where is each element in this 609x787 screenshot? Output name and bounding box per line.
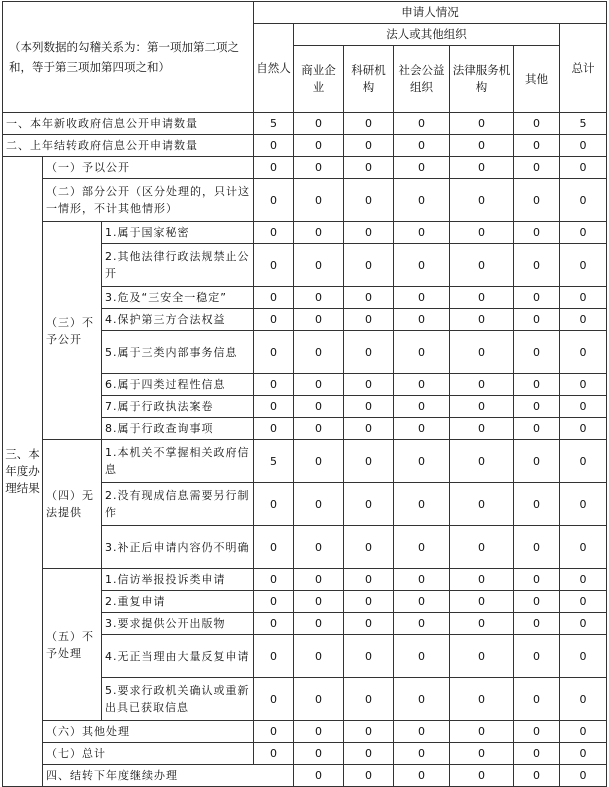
value-cell: 0 bbox=[254, 244, 294, 287]
value-cell: 0 bbox=[394, 569, 450, 591]
value-cell: 0 bbox=[560, 309, 607, 331]
value-cell: 0 bbox=[514, 765, 560, 787]
value-cell: 0 bbox=[560, 135, 607, 157]
item-label: 3.危及“三安全一稳定” bbox=[102, 287, 254, 309]
value-cell: 0 bbox=[254, 569, 294, 591]
value-cell: 0 bbox=[560, 635, 607, 678]
value-cell: 0 bbox=[560, 396, 607, 418]
value-cell: 0 bbox=[514, 635, 560, 678]
value-cell: 0 bbox=[450, 374, 514, 396]
value-cell: 0 bbox=[560, 569, 607, 591]
item-label: 7.属于行政执法案卷 bbox=[102, 396, 254, 418]
group-label: （三）不予公开 bbox=[43, 222, 102, 440]
value-cell: 0 bbox=[450, 569, 514, 591]
value-cell: 0 bbox=[294, 309, 344, 331]
value-cell: 0 bbox=[344, 309, 394, 331]
table-row bbox=[3, 440, 607, 483]
item-label: 6.属于四类过程性信息 bbox=[102, 374, 254, 396]
value-cell: 0 bbox=[254, 157, 294, 179]
value-cell: 0 bbox=[254, 396, 294, 418]
value-cell: 0 bbox=[344, 396, 394, 418]
value-cell: 0 bbox=[560, 483, 607, 526]
value-cell: 0 bbox=[514, 135, 560, 157]
value-cell: 0 bbox=[450, 765, 514, 787]
value-cell: 0 bbox=[294, 113, 344, 135]
item-label: 2.没有现成信息需要另行制作 bbox=[102, 483, 254, 526]
value-cell: 0 bbox=[560, 418, 607, 440]
value-cell: 0 bbox=[514, 526, 560, 569]
item-label: 2.其他法律行政法规禁止公开 bbox=[102, 244, 254, 287]
value-cell: 0 bbox=[560, 591, 607, 613]
value-cell: 0 bbox=[344, 483, 394, 526]
value-cell: 0 bbox=[450, 591, 514, 613]
value-cell: 0 bbox=[344, 244, 394, 287]
table-row bbox=[3, 743, 607, 765]
value-cell: 0 bbox=[560, 331, 607, 374]
value-cell: 0 bbox=[294, 157, 344, 179]
value-cell: 0 bbox=[254, 526, 294, 569]
item-label: 3.补正后申请内容仍不明确 bbox=[102, 526, 254, 569]
value-cell: 0 bbox=[294, 765, 344, 787]
item-label: 1.本机关不掌握相关政府信息 bbox=[102, 440, 254, 483]
value-cell: 0 bbox=[344, 569, 394, 591]
value-cell: 0 bbox=[560, 287, 607, 309]
table-row bbox=[3, 179, 607, 222]
value-cell: 0 bbox=[294, 569, 344, 591]
row-label: 一、本年新收政府信息公开申请数量 bbox=[3, 113, 254, 135]
value-cell: 0 bbox=[344, 222, 394, 244]
value-cell: 0 bbox=[394, 113, 450, 135]
value-cell: 0 bbox=[254, 331, 294, 374]
item-label: 4.无正当理由大量反复申请 bbox=[102, 635, 254, 678]
value-cell: 0 bbox=[294, 526, 344, 569]
value-cell: 0 bbox=[394, 374, 450, 396]
value-cell: 0 bbox=[514, 179, 560, 222]
value-cell: 0 bbox=[560, 613, 607, 635]
value-cell: 0 bbox=[344, 526, 394, 569]
group-label: （四）无法提供 bbox=[43, 440, 102, 569]
table-row bbox=[3, 569, 607, 591]
value-cell: 0 bbox=[344, 678, 394, 721]
value-cell: 0 bbox=[394, 743, 450, 765]
value-cell: 0 bbox=[394, 179, 450, 222]
value-cell: 0 bbox=[450, 179, 514, 222]
item-label: 1.属于国家秘密 bbox=[102, 222, 254, 244]
item-label: 5.属于三类内部事务信息 bbox=[102, 331, 254, 374]
value-cell: 0 bbox=[450, 743, 514, 765]
value-cell: 0 bbox=[514, 287, 560, 309]
value-cell: 0 bbox=[254, 374, 294, 396]
value-cell: 0 bbox=[514, 309, 560, 331]
value-cell: 0 bbox=[294, 678, 344, 721]
item-label: 4.保护第三方合法权益 bbox=[102, 309, 254, 331]
value-cell: 0 bbox=[394, 678, 450, 721]
value-cell: 0 bbox=[254, 135, 294, 157]
value-cell: 0 bbox=[514, 743, 560, 765]
legal-service-header: 法律服务机构 bbox=[450, 46, 514, 113]
value-cell: 0 bbox=[294, 591, 344, 613]
value-cell: 0 bbox=[560, 721, 607, 743]
row-label: 二、上年结转政府信息公开申请数量 bbox=[3, 135, 254, 157]
social-welfare-header: 社会公益组织 bbox=[394, 46, 450, 113]
value-cell: 0 bbox=[344, 135, 394, 157]
value-cell: 0 bbox=[450, 418, 514, 440]
group-label: （五）不予处理 bbox=[43, 569, 102, 721]
value-cell: 0 bbox=[344, 418, 394, 440]
applicant-header: 申请人情况 bbox=[254, 2, 607, 24]
value-cell: 0 bbox=[394, 526, 450, 569]
value-cell: 0 bbox=[514, 483, 560, 526]
row-label: （一）予以公开 bbox=[43, 157, 254, 179]
value-cell: 0 bbox=[344, 179, 394, 222]
item-label: 5.要求行政机关确认或重新出具已获取信息 bbox=[102, 678, 254, 721]
value-cell: 0 bbox=[294, 440, 344, 483]
value-cell: 0 bbox=[294, 135, 344, 157]
other-header: 其他 bbox=[514, 46, 560, 113]
value-cell: 5 bbox=[254, 113, 294, 135]
value-cell: 0 bbox=[394, 635, 450, 678]
table-row bbox=[3, 113, 607, 135]
table-row bbox=[3, 765, 607, 787]
value-cell: 0 bbox=[254, 309, 294, 331]
value-cell: 0 bbox=[294, 287, 344, 309]
value-cell: 5 bbox=[254, 440, 294, 483]
statistics-table bbox=[2, 1, 607, 787]
value-cell: 0 bbox=[254, 591, 294, 613]
row-label: （七）总计 bbox=[43, 743, 254, 765]
value-cell: 0 bbox=[514, 721, 560, 743]
value-cell: 0 bbox=[450, 157, 514, 179]
value-cell: 0 bbox=[514, 157, 560, 179]
table-row bbox=[3, 721, 607, 743]
value-cell: 0 bbox=[450, 331, 514, 374]
value-cell: 0 bbox=[514, 613, 560, 635]
value-cell: 0 bbox=[254, 483, 294, 526]
value-cell: 0 bbox=[560, 765, 607, 787]
value-cell: 0 bbox=[294, 244, 344, 287]
value-cell: 0 bbox=[450, 135, 514, 157]
value-cell: 0 bbox=[254, 613, 294, 635]
value-cell: 0 bbox=[294, 331, 344, 374]
value-cell: 0 bbox=[514, 331, 560, 374]
item-label: 3.要求提供公开出版物 bbox=[102, 613, 254, 635]
value-cell: 0 bbox=[514, 222, 560, 244]
natural-person-header: 自然人 bbox=[254, 24, 294, 113]
item-label: 2.重复申请 bbox=[102, 591, 254, 613]
value-cell: 0 bbox=[450, 287, 514, 309]
value-cell: 0 bbox=[514, 396, 560, 418]
value-cell: 0 bbox=[344, 765, 394, 787]
value-cell: 0 bbox=[514, 374, 560, 396]
value-cell: 0 bbox=[344, 743, 394, 765]
value-cell: 0 bbox=[294, 613, 344, 635]
section-three-label: 三、本年度办理结果 bbox=[3, 157, 43, 787]
value-cell: 0 bbox=[294, 179, 344, 222]
value-cell: 0 bbox=[294, 721, 344, 743]
value-cell: 0 bbox=[294, 483, 344, 526]
value-cell: 0 bbox=[560, 222, 607, 244]
value-cell: 0 bbox=[394, 331, 450, 374]
value-cell: 0 bbox=[254, 743, 294, 765]
value-cell: 0 bbox=[394, 591, 450, 613]
value-cell: 0 bbox=[394, 287, 450, 309]
legal-group-header: 法人或其他组织 bbox=[294, 24, 560, 46]
value-cell: 0 bbox=[254, 287, 294, 309]
value-cell: 0 bbox=[514, 418, 560, 440]
value-cell: 0 bbox=[514, 591, 560, 613]
value-cell: 0 bbox=[344, 157, 394, 179]
value-cell: 0 bbox=[344, 591, 394, 613]
value-cell: 0 bbox=[254, 635, 294, 678]
value-cell: 0 bbox=[450, 721, 514, 743]
value-cell: 0 bbox=[344, 113, 394, 135]
value-cell: 0 bbox=[394, 244, 450, 287]
value-cell: 0 bbox=[394, 613, 450, 635]
value-cell: 0 bbox=[514, 569, 560, 591]
value-cell: 0 bbox=[394, 483, 450, 526]
value-cell: 0 bbox=[560, 526, 607, 569]
value-cell: 0 bbox=[450, 396, 514, 418]
row-label: 四、结转下年度继续办理 bbox=[43, 765, 294, 787]
value-cell: 0 bbox=[254, 222, 294, 244]
row-label: （六）其他处理 bbox=[43, 721, 254, 743]
row-label: （二）部分公开（区分处理的，只计这一情形，不计其他情形） bbox=[43, 179, 254, 222]
value-cell: 0 bbox=[254, 678, 294, 721]
value-cell: 0 bbox=[450, 613, 514, 635]
value-cell: 0 bbox=[450, 526, 514, 569]
value-cell: 0 bbox=[450, 483, 514, 526]
value-cell: 0 bbox=[344, 287, 394, 309]
value-cell: 0 bbox=[254, 418, 294, 440]
table-row bbox=[3, 135, 607, 157]
value-cell: 0 bbox=[514, 440, 560, 483]
value-cell: 0 bbox=[560, 244, 607, 287]
table-row bbox=[3, 157, 607, 179]
value-cell: 0 bbox=[560, 440, 607, 483]
value-cell: 0 bbox=[450, 440, 514, 483]
column-note: （本列数据的勾稽关系为：第一项加第二项之和，等于第三项加第四项之和） bbox=[3, 2, 254, 113]
value-cell: 0 bbox=[344, 440, 394, 483]
table-row bbox=[3, 222, 607, 244]
value-cell: 0 bbox=[394, 157, 450, 179]
value-cell: 0 bbox=[450, 244, 514, 287]
value-cell: 0 bbox=[294, 418, 344, 440]
value-cell: 0 bbox=[450, 678, 514, 721]
value-cell: 0 bbox=[394, 440, 450, 483]
value-cell: 0 bbox=[344, 331, 394, 374]
value-cell: 0 bbox=[450, 635, 514, 678]
value-cell: 0 bbox=[394, 396, 450, 418]
value-cell: 0 bbox=[560, 157, 607, 179]
value-cell: 0 bbox=[254, 179, 294, 222]
value-cell: 0 bbox=[450, 309, 514, 331]
value-cell: 5 bbox=[560, 113, 607, 135]
value-cell: 0 bbox=[294, 635, 344, 678]
value-cell: 0 bbox=[560, 374, 607, 396]
item-label: 1.信访举报投诉类申请 bbox=[102, 569, 254, 591]
value-cell: 0 bbox=[344, 613, 394, 635]
value-cell: 0 bbox=[254, 721, 294, 743]
value-cell: 0 bbox=[514, 678, 560, 721]
value-cell: 0 bbox=[560, 179, 607, 222]
value-cell: 0 bbox=[514, 244, 560, 287]
item-label: 8.属于行政查询事项 bbox=[102, 418, 254, 440]
value-cell: 0 bbox=[394, 222, 450, 244]
value-cell: 0 bbox=[394, 135, 450, 157]
value-cell: 0 bbox=[344, 374, 394, 396]
value-cell: 0 bbox=[294, 396, 344, 418]
value-cell: 0 bbox=[294, 374, 344, 396]
value-cell: 0 bbox=[344, 721, 394, 743]
value-cell: 0 bbox=[560, 678, 607, 721]
value-cell: 0 bbox=[394, 418, 450, 440]
value-cell: 0 bbox=[560, 743, 607, 765]
value-cell: 0 bbox=[394, 765, 450, 787]
value-cell: 0 bbox=[450, 113, 514, 135]
total-header: 总计 bbox=[560, 24, 607, 113]
value-cell: 0 bbox=[394, 309, 450, 331]
research-header: 科研机构 bbox=[344, 46, 394, 113]
value-cell: 0 bbox=[294, 222, 344, 244]
value-cell: 0 bbox=[394, 721, 450, 743]
value-cell: 0 bbox=[294, 743, 344, 765]
value-cell: 0 bbox=[450, 222, 514, 244]
value-cell: 0 bbox=[344, 635, 394, 678]
value-cell: 0 bbox=[514, 113, 560, 135]
commercial-header: 商业企业 bbox=[294, 46, 344, 113]
